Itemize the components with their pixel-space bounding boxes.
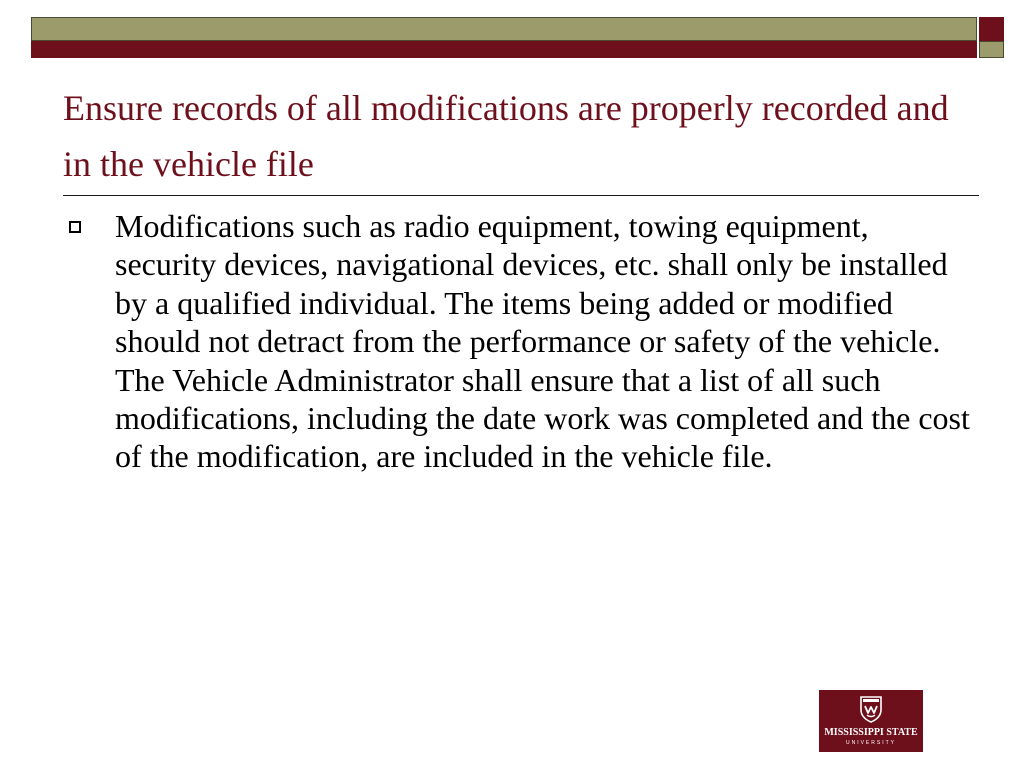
bullet-item: [0, 207, 980, 476]
bullet-list: [0, 207, 980, 476]
university-logo: [819, 690, 923, 752]
header-corner-olive: [979, 41, 1004, 58]
title-divider: [63, 195, 979, 196]
header-banner-maroon: [31, 41, 977, 58]
bullet-text: Modifications such as radio equipment, towing equipment, security devices, navigational devices, etc. shall only be installed by a qualified individual. The items being added or modified should not detract from the performance or safety of the vehicle. The Vehicle Administrator shall ensure that a list of all such modifications, including the date work was completed and the cost of the modification, are included in the vehicle file.: [115, 208, 970, 475]
hollow-square-bullet-icon: [69, 221, 81, 233]
header-corner-maroon: [979, 17, 1004, 41]
logo-subtitle: UNIVERSITY: [845, 740, 896, 746]
logo-name: MISSISSIPPI STATE: [824, 727, 918, 738]
header-banner-olive: [31, 17, 977, 41]
slide-title: Ensure records of all modifications are properly recorded and in the vehicle file: [63, 88, 949, 184]
shield-icon: [859, 695, 883, 723]
